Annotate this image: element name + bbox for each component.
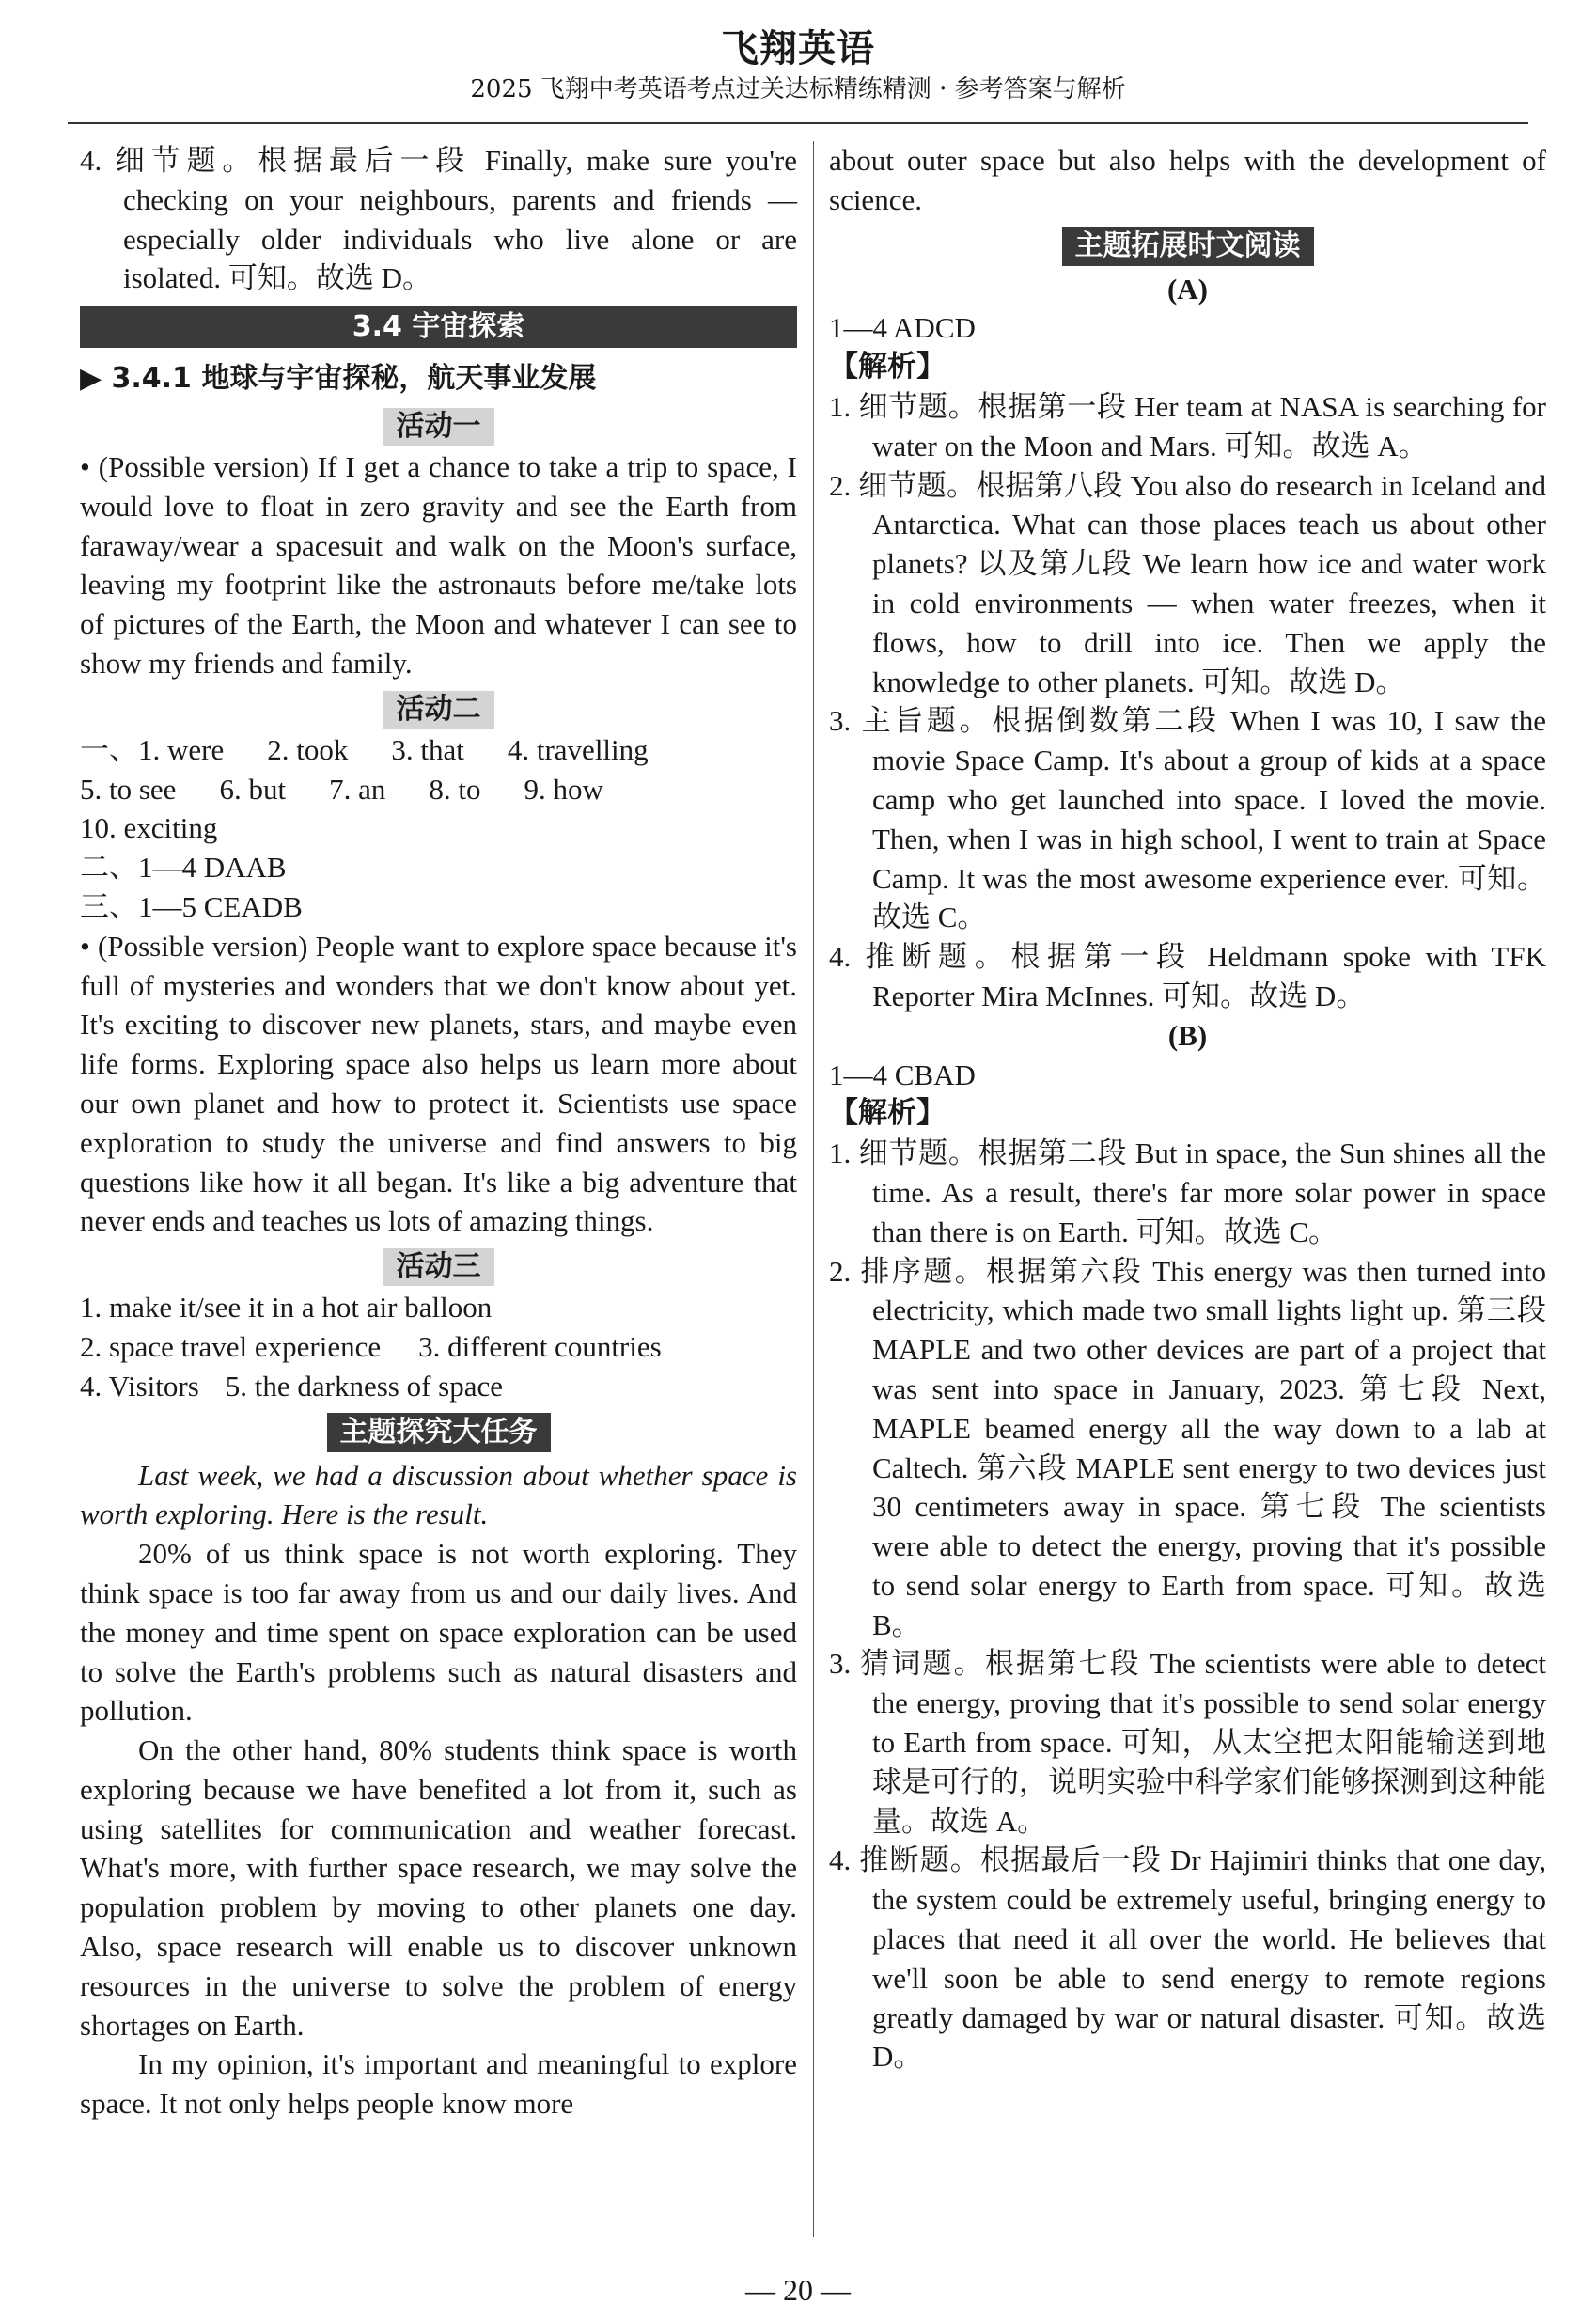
section-banner: 3.4 宇宙探索 <box>80 306 797 348</box>
analysis-label: 【解析】 <box>829 1096 946 1131</box>
answer-item: 5. the darkness of space <box>225 1369 504 1403</box>
task-intro: Last week, we had a discussion about whether space is worth exploring. Here is the result. <box>80 1458 797 1531</box>
activity-three-title: 活动三 <box>383 1248 494 1286</box>
part-b-item-1: 1. 细节题。根据第二段 But in space, the Sun shines all the time. As a result, there's far more solar power in space than there is on Earth. 可知。故选 C。 <box>829 1136 1546 1248</box>
part-b-item-3: 3. 猜词题。根据第七段 The scientists were able to detect the energy, proving that it's possible to send solar energy to Earth from space. 可知，从太空把太阳能输送到地球是可行的，说明实验中科学家们能够探测到这种能量。故选 A。 <box>829 1647 1546 1838</box>
answer-item: 6. but <box>219 772 287 806</box>
part-b-item-4: 4. 推断题。根据最后一段 Dr Hajimiri thinks that one day, the system could be extremely useful, bringing energy to places that need it all over the world. He believes that we'll soon be able to send energy to remote regions greatly damaged by war or natural disaster. 可知。故选 D。 <box>829 1843 1546 2074</box>
answer-item: 8. to <box>429 772 481 806</box>
activity-two-title: 活动二 <box>383 691 494 729</box>
part-b-item-2: 2. 排序题。根据第六段 This energy was then turned into electricity, which made two small lights light up. 第三段 MAPLE and two other devices are part of a project that was sent into space in January, 2023. 第七段 Next, MAPLE beamed energy all the way down to a lab at Caltech. 第六段 MAPLE sent energy to two devices just 30 centimeters away in space. 第七段 The scientists were able to detect the energy, proving that it's possible to send solar energy to Earth from space. 可知。故选 B。 <box>829 1254 1546 1641</box>
answer-item: 4. Visitors <box>80 1369 199 1403</box>
part-three-answers: 三、1—5 CEADB <box>80 889 303 923</box>
book-subtitle: 2025 飞翔中考英语考点过关达标精练精测 · 参考答案与解析 <box>470 75 1126 103</box>
part-a-item-2: 2. 细节题。根据第八段 You also do research in Iceland and Antarctica. What can those places teach us about other planets? 以及第九段 We learn how ice and water work in cold environments — when water freezes, when it flows, how to drill into ice. Then we apply the knowledge to other planets. 可知。故选 D。 <box>829 468 1546 698</box>
answer-item: 5. to see <box>80 772 177 806</box>
task-paragraph-1: 20% of us think space is not worth exploring. They think space is too far away from us and our daily lives. And the money and time spent on space exploration can be used to solve the Earth's problems such as natural disasters and pollution. <box>80 1537 797 1728</box>
part-b-label: (B) <box>1167 1018 1208 1052</box>
column-divider <box>813 141 814 2237</box>
reading-title: 主题拓展时文阅读 <box>1062 227 1314 266</box>
left-column <box>80 141 797 2124</box>
part-a-item-3: 3. 主旨题。根据倒数第二段 When I was 10, I saw the movie Space Camp. It's about a group of kids at a space camp who get launched into space. I loved the movie. Then, when I was in high school, I went to train at Space Camp. It was the most awesome experience ever. 可知。故选 C。 <box>829 704 1546 934</box>
answer-item: 7. an <box>329 772 386 806</box>
analysis-label: 【解析】 <box>829 350 946 384</box>
answer-item: 2. took <box>267 732 349 766</box>
answer-row-1 <box>80 730 797 770</box>
part-a-answers: 1—4 ADCD <box>829 311 976 345</box>
task-paragraph-3: In my opinion, it's important and meaningful to explore space. It not only helps people know more <box>80 2047 797 2121</box>
activity-three-line-3 <box>80 1367 797 1406</box>
activity-one-text: • (Possible version) If I get a chance to take a trip to space, I would love to float in zero gravity and see the Earth from faraway/wear a spacesuit and walk on the Moon's surface, leaving my footprint like the astronauts before me/take lots of pictures of the Earth, the Moon and whatever I can see to show my friends and family. <box>80 449 797 680</box>
answer-item: 9. how <box>524 772 603 806</box>
answer-row-2 <box>80 770 797 809</box>
task-paragraph-2: On the other hand, 80% students think space is worth exploring because we have benefited a lot from it, such as using satellites for communication and weather forecast. What's more, with further space research, we may solve the population problem by moving to other planets one day. Also, space research will enable us to discover unknown resources in the universe to solve the problem of energy shortages on Earth. <box>80 1733 797 2042</box>
subsection-heading: ▶ 3.4.1 地球与宇宙探秘，航天事业发展 <box>80 362 597 396</box>
answer-item: 一、1. were <box>80 732 225 766</box>
activity-three-line-1: 1. make it/see it in a hot air balloon <box>80 1291 493 1325</box>
page-header <box>0 26 1596 105</box>
q4-answer-top: 4. 细节题。根据最后一段 Finally, make sure you're checking on your neighbours, parents and friends — especially older individuals who live alone or are isolated. 可知。故选 D。 <box>80 144 797 295</box>
answer-row-3: 10. exciting <box>80 811 218 845</box>
activity-three-line-2 <box>80 1327 797 1367</box>
answer-item: 3. that <box>391 732 464 766</box>
right-column <box>829 141 1546 2077</box>
activity-one-title: 活动一 <box>383 408 494 446</box>
part-two-answers: 二、1—4 DAAB <box>80 851 287 885</box>
activity-two-essay: • (Possible version) People want to explore space because it's full of mysteries and wonders that we don't know about yet. It's exciting to discover new planets, stars, and maybe even life forms. Exploring space also helps us learn more about our own planet and how to protect it. Scientists use space exploration to study the universe and find answers to big questions like how it all began. It's like a big adventure that never ends and teaches us lots of amazing things. <box>80 929 797 1238</box>
continued-text: about outer space but also helps with the development of science. <box>829 144 1546 216</box>
part-a-item-1: 1. 细节题。根据第一段 Her team at NASA is searching for water on the Moon and Mars. 可知。故选 A。 <box>829 389 1546 462</box>
brand-title: 飞翔英语 <box>721 27 875 71</box>
page-number: — 20 — <box>745 2273 851 2307</box>
answer-item: 3. different countries <box>418 1329 662 1363</box>
answer-item: 2. space travel experience <box>80 1329 382 1363</box>
part-a-item-4: 4. 推断题。根据第一段 Heldmann spoke with TFK Reporter Mira McInnes. 可知。故选 D。 <box>829 940 1546 1012</box>
answer-item: 4. travelling <box>507 732 649 766</box>
header-rule <box>68 122 1528 124</box>
task-title: 主题探究大任务 <box>327 1413 551 1452</box>
part-a-label: (A) <box>1166 272 1209 306</box>
part-b-answers: 1—4 CBAD <box>829 1058 976 1091</box>
